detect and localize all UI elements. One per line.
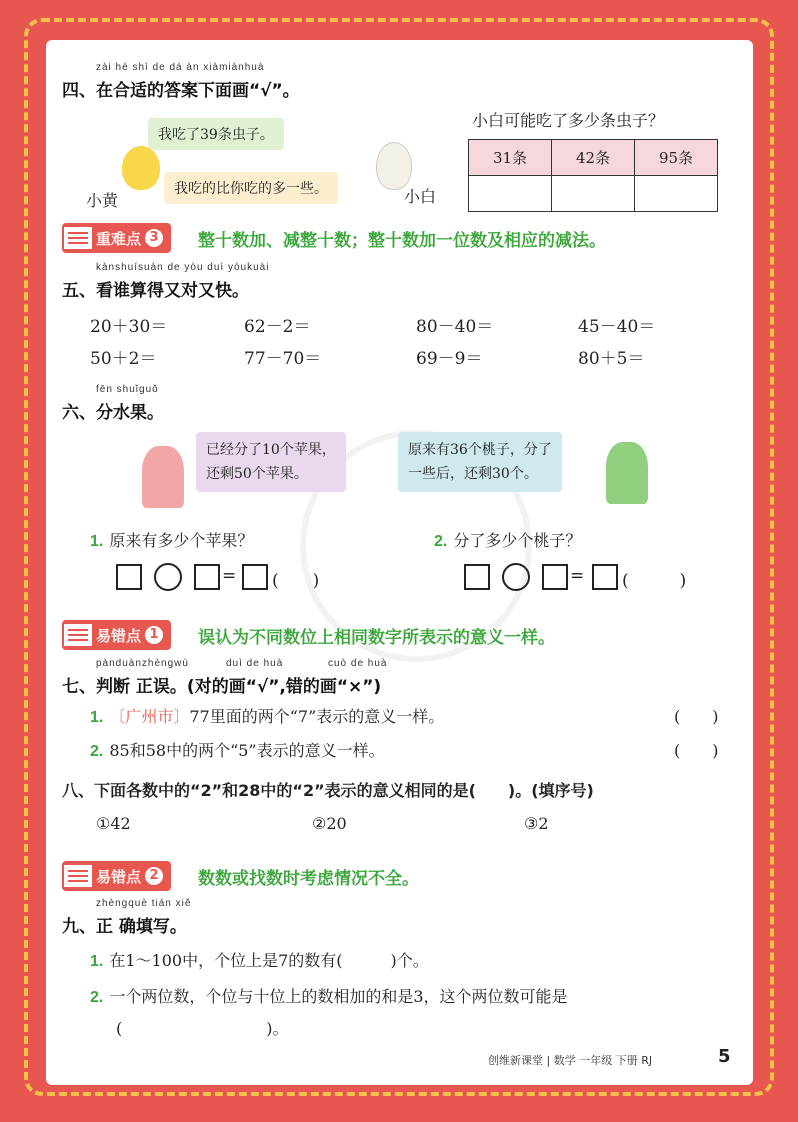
- q7-pinyin-3: cuò de huà: [328, 658, 388, 669]
- q9-item2-answer[interactable]: ( )。: [116, 1019, 289, 1038]
- equals-sign: =: [222, 566, 237, 586]
- yellow-chick-icon: [122, 146, 160, 190]
- tag3-desc: 数数或找数时考虑情况不全。: [198, 869, 419, 889]
- q9-item1: 1. 在1～100中，个位上是7的数有( )个。: [90, 951, 429, 970]
- girl-icon: [142, 446, 184, 508]
- equation: 20＋30＝: [90, 317, 168, 337]
- unit-paren[interactable]: ( ): [272, 571, 320, 591]
- answer-box[interactable]: [194, 564, 220, 590]
- option-42: 42条: [552, 140, 635, 176]
- answer-box[interactable]: [464, 564, 490, 590]
- answer-box[interactable]: [542, 564, 568, 590]
- tag-label: 重难点: [96, 229, 142, 248]
- answer-paren[interactable]: ( ): [674, 707, 719, 726]
- q6-sub2: 2. 分了多少个桃子？: [434, 531, 582, 550]
- q8-option: ③2: [524, 814, 549, 833]
- equation: 62－2＝: [244, 317, 311, 337]
- equation: 80＋5＝: [578, 349, 645, 369]
- q7-title: 七、判断 正误。(对的画“√”,错的画“×”): [62, 677, 382, 697]
- q7-item2: 2. 85和58中的两个“5”表示的意义一样。: [90, 741, 385, 760]
- unit-paren[interactable]: ( ): [622, 571, 687, 591]
- q8-option: ①42: [96, 814, 131, 833]
- name-xiaohuang: 小黄: [86, 191, 119, 210]
- q9-item2: 2. 一个两位数，个位与十位上的数相加的和是3，这个两位数可能是: [90, 987, 568, 1006]
- equation: 45－40＝: [578, 317, 656, 337]
- lines-icon: [64, 227, 92, 249]
- q7-pinyin-2: duì de huà: [226, 658, 284, 669]
- operator-circle[interactable]: [502, 563, 530, 591]
- q5-pinyin: kànshuísuàn de yòu duì yòukuài: [96, 262, 270, 273]
- tag-label: 易错点: [96, 626, 142, 645]
- speech-bubble-white-chick: 我吃的比你吃的多一些。: [164, 172, 338, 204]
- lines-icon: [64, 865, 92, 887]
- name-xiaobai: 小白: [404, 187, 437, 206]
- q4-pinyin: zài hé shì de dá àn xiàmiànhuà: [96, 62, 265, 73]
- q8-option: ②20: [312, 814, 347, 833]
- q7-item1: 1. 〔广州市〕77里面的两个“7”表示的意义一样。: [90, 707, 445, 726]
- q6-title: 六、分水果。: [62, 403, 164, 423]
- answer-box[interactable]: [592, 564, 618, 590]
- option-31: 31条: [469, 140, 552, 176]
- answer-box[interactable]: [242, 564, 268, 590]
- equals-sign: =: [570, 566, 585, 586]
- tag-label: 易错点: [96, 867, 142, 886]
- tag-number: 3: [145, 229, 163, 247]
- q9-title: 九、正 确填写。: [62, 917, 187, 937]
- answer-cell-1[interactable]: [469, 176, 552, 212]
- tag-number: 2: [145, 867, 163, 885]
- tag-error-point: [62, 620, 171, 650]
- tag-number: 1: [145, 626, 163, 644]
- q4-title: 四、在合适的答案下面画“√”。: [62, 81, 300, 101]
- q8-title: 八、下面各数中的“2”和28中的“2”表示的意义相同的是( )。(填序号): [62, 781, 594, 800]
- tag1-desc: 整十数加、减整十数；整十数加一位数及相应的减法。: [198, 231, 606, 251]
- answer-table: [468, 139, 718, 212]
- tag2-desc: 误认为不同数位上相同数字所表示的意义一样。: [198, 628, 555, 648]
- answer-paren[interactable]: ( ): [674, 741, 719, 760]
- footer-text: 创维新课堂 | 数学 一年级 下册 RJ: [488, 1054, 653, 1067]
- answer-box[interactable]: [116, 564, 142, 590]
- option-95: 95条: [635, 140, 718, 176]
- q5-title: 五、看谁算得又对又快。: [62, 281, 249, 301]
- q7-pinyin-1: pànduànzhèngwù: [96, 658, 189, 669]
- equation: 77－70＝: [244, 349, 322, 369]
- tag-error-point-2: [62, 861, 171, 891]
- speech-bubble-peaches: 原来有36个桃子，分了 一些后，还剩30个。: [398, 432, 562, 492]
- q6-sub1: 1. 原来有多少个苹果？: [90, 531, 254, 550]
- answer-cell-2[interactable]: [552, 176, 635, 212]
- speech-bubble-yellow-chick: 我吃了39条虫子。: [148, 118, 284, 150]
- equation: 50＋2＝: [90, 349, 157, 369]
- q6-pinyin: fēn shuǐguǒ: [96, 384, 159, 395]
- q4-question: 小白可能吃了多少条虫子？: [472, 111, 665, 130]
- lines-icon: [64, 624, 92, 646]
- operator-circle[interactable]: [154, 563, 182, 591]
- white-chick-icon: [376, 142, 412, 190]
- boy-icon: [606, 442, 648, 504]
- equation: 69－9＝: [416, 349, 483, 369]
- q9-pinyin: zhèngquè tián xiě: [96, 898, 192, 909]
- page-number: 5: [718, 1046, 731, 1067]
- speech-bubble-apples: 已经分了10个苹果， 还剩50个苹果。: [196, 432, 346, 492]
- equation: 80－40＝: [416, 317, 494, 337]
- tag-key-point: [62, 223, 171, 253]
- answer-cell-3[interactable]: [635, 176, 718, 212]
